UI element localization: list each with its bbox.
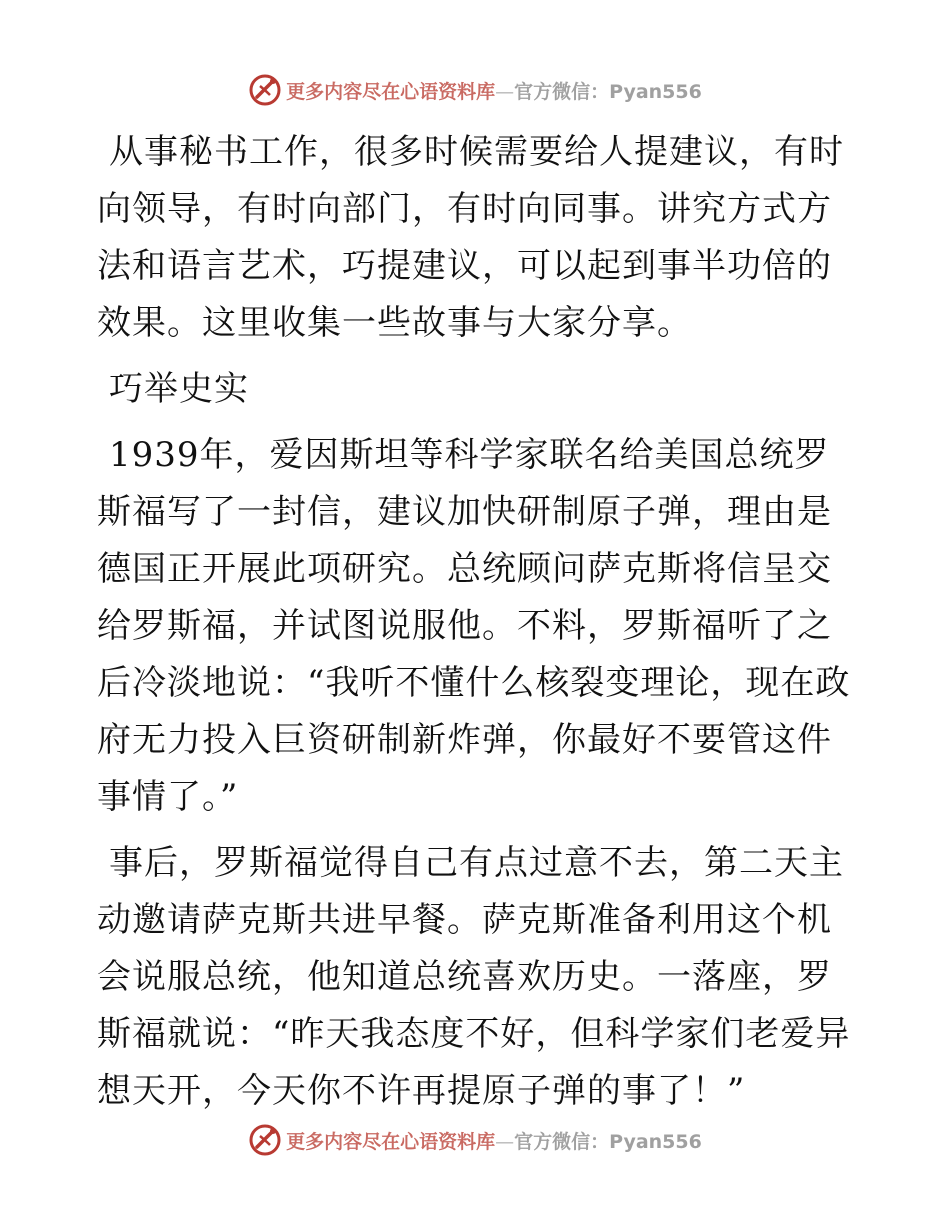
section-heading: 巧举史实: [109, 369, 249, 409]
seal-logo-icon: [248, 73, 282, 107]
watermark-wechat-id: Pyan556: [609, 80, 702, 103]
watermark-text: [286, 77, 702, 104]
watermark-wechat-label: 官方微信：: [514, 80, 610, 103]
watermark-text: [286, 1127, 702, 1154]
header-watermark: [0, 70, 950, 110]
intro-paragraph: 从事秘书工作，很多时候需要给人提建议，有时向领导，有时向部门，有时向同事。讲究方式方法和语言艺术，巧提建议，可以起到事半功倍的效果。这里收集一些故事与大家分享。: [97, 132, 844, 343]
story-paragraph: 事后，罗斯福觉得自己有点过意不去，第二天主动邀请萨克斯共进早餐。萨克斯准备利用这个机会说服总统，他知道总统喜欢历史。一落座，罗斯福就说：“昨天我态度不好，但科学家们老爱异想天开，今天你不许再提原子弹的事了！”: [97, 843, 851, 1111]
watermark-site-text: 更多内容尽在心语资料库: [286, 1130, 496, 1153]
watermark-wechat-id: Pyan556: [609, 1130, 702, 1153]
watermark-separator: —: [495, 1130, 515, 1153]
watermark-wechat-label: 官方微信：: [514, 1130, 610, 1153]
seal-logo-icon: [248, 1123, 282, 1157]
watermark-site-text: 更多内容尽在心语资料库: [286, 80, 496, 103]
document-body: [97, 124, 857, 1129]
story-paragraph: 1939年，爱因斯坦等科学家联名给美国总统罗斯福写了一封信，建议加快研制原子弹，理由是德国正开展此项研究。总统顾问萨克斯将信呈交给罗斯福，并试图说服他。不料，罗斯福听了之后冷淡地说：“我听不懂什么核裂变理论，现在政府无力投入巨资研制新炸弹，你最好不要管这件事情了。”: [97, 435, 851, 817]
footer-watermark: [0, 1120, 950, 1160]
watermark-separator: —: [495, 80, 515, 103]
